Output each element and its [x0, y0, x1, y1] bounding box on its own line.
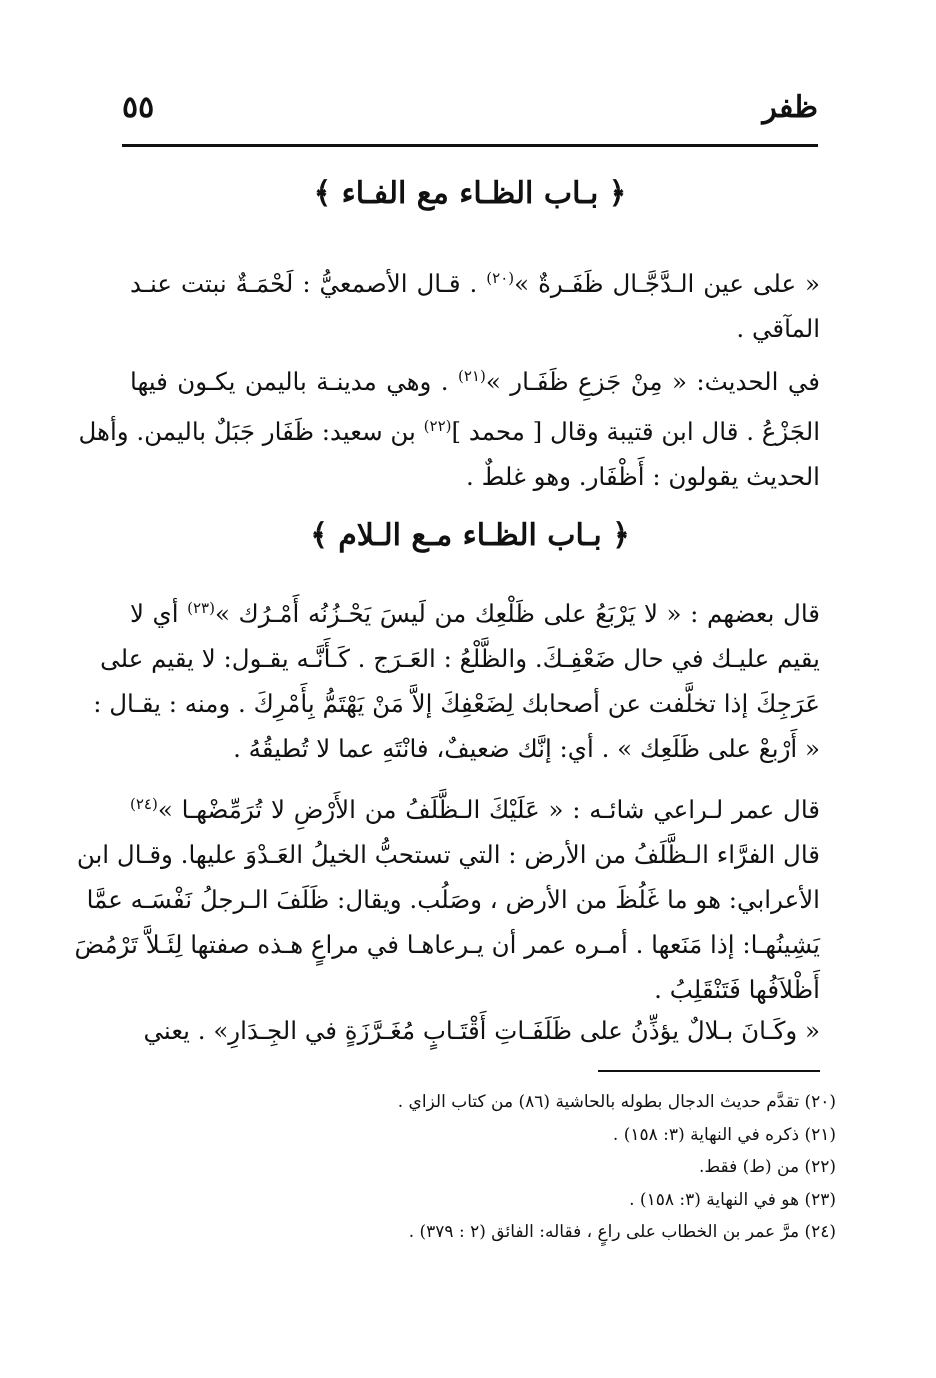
- page-number: ٥٥: [122, 90, 155, 125]
- text-line: الجَزْعُ . قال ابن قتيبة وقال [ محمد ]$^{(٢٢)}$ بن سعيد: ظَفَار جَبَلٌ باليمن. وأهل: [78, 417, 820, 447]
- text-line: عَرَجِكَ إذا تخلَّفت عن أصحابك لِضَعْفِكَ إلاَّ مَنْ يَهْتَمُّ بِأَمْرِكَ . ومنه : يقـال :: [93, 689, 820, 719]
- text-line: يقيم عليـك في حال ضَعْفِـكَ. والظَّلْعُ : العَـرَج . كَـأَنَّـه يقـول: لا يقيم على: [100, 644, 820, 674]
- text-line: « وكَـانَ بـلالٌ يؤذِّنُ على ظَلَفَـاتِ أَقْتَـابٍ مُغَـرَّزَةٍ في الجِـدَارِ» . يعني: [143, 1016, 820, 1045]
- footnote-20: (٢٠) تقدَّم حديث الدجال بطوله بالحاشية (٨٦) من كتاب الزاي .: [397, 1092, 836, 1112]
- text-line: المآقي .: [736, 314, 820, 344]
- text-line: قال الفرَّاء الـظَّلَفُ من الأرض : التي تستحبُّ الخيلُ العَـدْوَ عليها. وقـال ابن: [76, 840, 820, 870]
- running-head-word: ظفر: [762, 90, 818, 125]
- text-line: في الحديث: « مِنْ جَزعِ ظَفَـار »$^{(٢١)}$ . وهي مدينـة باليمن يكـون فيها: [130, 367, 820, 397]
- text-line: الأعرابي: هو ما غَلُظَ من الأرض ، وصَلُب. ويقال: ظَلَفَ الـرجلُ نَفْسَـه عمَّا: [86, 885, 820, 915]
- paragraph: [130, 256, 820, 351]
- section-title-zaa-lam: ﴿ بـاب الظـاء مـع الـلام ﴾: [310, 518, 630, 553]
- footnote-23: (٢٣) هو في النهاية (٣: ١٥٨) .: [629, 1189, 836, 1210]
- text-line: « على عين الـدَّجَّـال ظَفَـرةٌ »$^{(٢٠)}$ . قـال الأصمعيُّ : لَحْمَـةٌ نبتت عنـد: [130, 269, 820, 299]
- paragraph: [78, 354, 820, 499]
- footnote-22: (٢٢) من (ط) فقط.: [698, 1157, 836, 1177]
- footnote-rule: [598, 1070, 820, 1072]
- paragraph: [130, 1008, 820, 1053]
- text-line: يَشِينُهـا: إذا مَنَعها . أمـره عمر أن يـرعاهـا في مراعٍ هـذه صفتها لِئَـلاَّ تَرْمُضَ: [74, 930, 820, 960]
- text-line: « أَرْبعْ على ظَلَعِك » . أي: إنَّك ضعيفٌ، فانْتَهِ عما لا تُطيقُهُ .: [233, 734, 820, 764]
- text-line: قال عمر لـراعي شائـه : « عَلَيْكَ الـظَّلَفُ من الأَرْضِ لا تُرَمِّضْهـا »$^{(٢٤)}$: [130, 795, 820, 825]
- footnote-21: (٢١) ذكره في النهاية (٣: ١٥٨) .: [612, 1124, 836, 1145]
- footnotes: [130, 1086, 836, 1249]
- footnote-24: (٢٤) مرَّ عمر بن الخطاب على راعٍ ، فقاله: الفائق (٢ : ٣٧٩) .: [408, 1222, 836, 1242]
- running-head: [122, 84, 818, 136]
- text-line: الحديث يقولون : أَظْفَار. وهو غلطٌ .: [466, 462, 820, 492]
- section-title-zaa-faa: ﴿ بـاب الظـاء مع الفـاء ﴾: [313, 176, 627, 211]
- text-line: قال بعضهم : « لا يَرْبَعُ على ظَلْعِك من لَيسَ يَحْـزُنُه أَمْـرُك »$^{(٢٣)}$ أي لا: [130, 599, 820, 629]
- paragraph: [74, 782, 820, 1012]
- paragraph: [93, 586, 820, 771]
- header-rule: [122, 144, 818, 147]
- text-line: أَظْلاَفُها فَتَنْقَلِبُ .: [654, 975, 820, 1005]
